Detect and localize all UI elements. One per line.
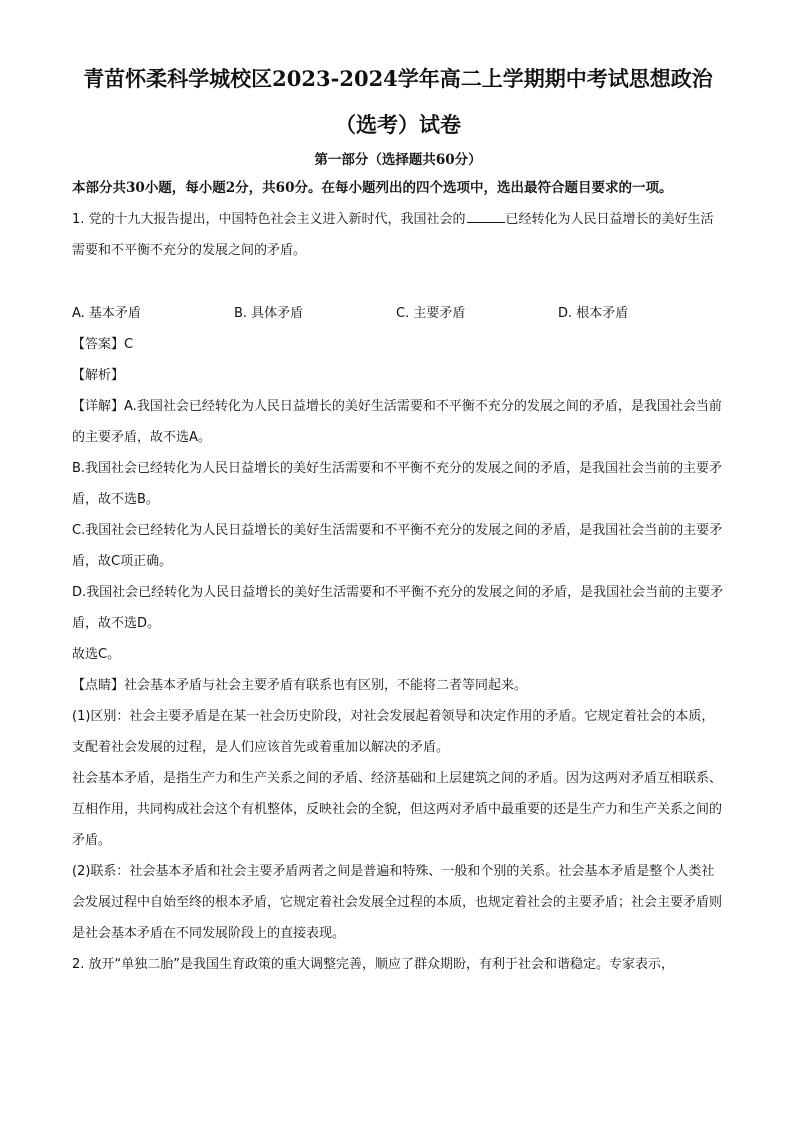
option-a: A. 基本矛盾 [72,306,141,321]
section-heading: 第一部分（选择题共60分） [314,152,482,168]
detail-a-text: A.我国社会已经转化为人民日益增长的美好生活需要和不平衡不充分的发展之间的矛盾，是我国社会当前的主要矛盾，故不选A。 [72,399,722,445]
conclusion: 故选C。 [72,647,121,662]
question-2-stem: 2. 放开“单独二胎”是我国生育政策的重大调整完善，顺应了群众期盼，有利于社会和谐稳定。专家表示， [72,957,675,972]
answer-value: C [124,337,134,352]
difference-point-2: 社会基本矛盾，是指生产力和生产关系之间的矛盾、经济基础和上层建筑之间的矛盾。因为这两对矛盾互相联系、互相作用，共同构成社会这个有机整体，反映社会的全貌，但这两对矛盾中最重要的还是生产力和生产关系之间的矛盾。 [72,771,723,848]
analysis-label: 【解析】 [72,368,125,383]
document-page [72,62,724,980]
difference-point-1: (1)区别：社会主要矛盾是在某一社会历史阶段，对社会发展起着领导和决定作用的矛盾。它规定着社会的本质，支配着社会发展的过程，是人们应该首先或着重加以解决的矛盾。 [72,709,715,755]
answer-line [72,329,724,360]
connection-point: (2)联系：社会基本矛盾和社会主要矛盾两者之间是普遍和特殊、一般和个别的关系。社会基本矛盾是整个人类社会发展过程中自始至终的根本矛盾，它规定着社会发展全过程的本质，也规定着社会的主要矛盾；社会主要矛盾则是社会基本矛盾在不同发展阶段上的直接表现。 [72,864,723,941]
answer-label: 【答案】 [72,337,125,352]
section-instructions: 本部分共30小题，每小题2分，共60分。在每小题列出的四个选项中，选出最符合题目要求的一项。 [72,180,673,196]
option-d: D. 根本矛盾 [558,306,629,321]
option-c: C. 主要矛盾 [396,306,466,321]
question-1-stem [72,204,724,266]
tip-label: 【点睛】 [72,678,125,693]
document-title-line2: （选考）试卷 [335,112,461,137]
tip-text: 社会基本矛盾与社会主要矛盾有联系也有区别，不能将二者等同起来。 [124,678,528,693]
document-title-line1: 青苗怀柔科学城校区2023-2024学年高二上学期期中考试思想政治 [83,66,713,91]
question-1-stem-before: 1. 党的十九大报告提出，中国特色社会主义进入新时代，我国社会的 [72,212,466,227]
detail-b: B.我国社会已经转化为人民日益增长的美好生活需要和不平衡不充分的发展之间的矛盾，是我国社会当前的主要矛盾，故不选B。 [72,461,723,507]
detail-label: 【详解】 [72,399,125,414]
answer-blank [467,208,505,223]
detail-a [72,391,724,453]
detail-c: C.我国社会已经转化为人民日益增长的美好生活需要和不平衡不充分的发展之间的矛盾，是我国社会当前的主要矛盾，故C项正确。 [72,523,723,569]
option-b: B. 具体矛盾 [234,306,304,321]
detail-d: D.我国社会已经转化为人民日益增长的美好生活需要和不平衡不充分的发展之间的矛盾，是我国社会当前的主要矛盾，故不选D。 [72,585,724,631]
question-1-options [72,298,724,329]
question-1-stem-after: 已经转化为人民日益增长的美好生活需要和不平衡不充分的发展之间的矛盾。 [72,212,714,258]
tip [72,670,724,701]
